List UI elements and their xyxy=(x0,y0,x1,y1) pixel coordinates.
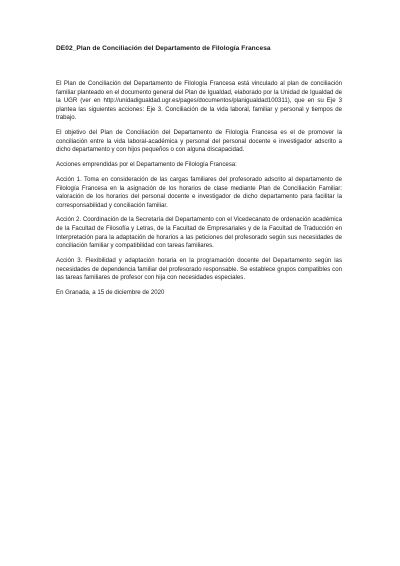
paragraph-action-1: Acción 1. Toma en consideración de las cargas familiares del profesorado adscrito al departamento de Filología Francesa en la asignación de los horarios de clase mediante Plan de Conciliación Familiar: valoración de los horarios del personal docente e investigador de dicho departamento para facilitar la corresponsabilidad y conciliación familiar. xyxy=(56,175,342,209)
paragraph-intro: El Plan de Conciliación del Departamento de Filología Francesa está vinculado al plan de conciliación familiar planteado en el documento general del Plan de Igualdad, elaborado por la Unidad de Igualdad de la UGR (ver en http://unidadigualdad.ugr.es/pages/documentos/planigualdad100311), que en su Eje 3 plantea las siguientes acciones: Eje 3. Conciliación de la vida laboral, familiar y personal y tiempos de trabajo. xyxy=(56,80,342,122)
paragraph-signature-date: En Granada, a 15 de diciembre de 2020 xyxy=(56,289,165,296)
paragraph-objective: El objetivo del Plan de Conciliación del Departamento de Filología Francesa es el de promover la conciliación entre la vida laboral-académica y personal del personal docente e investigador adscrito a dicho departamento y con hijos pequeños o con alguna discapacidad. xyxy=(56,129,342,154)
paragraph-action-3: Acción 3. Flexibilidad y adaptación horaria en la programación docente del Departamento según las necesidades de dependencia familiar del profesorado responsable. Se establece grupos compatibles con las tareas familiares de profesor con hija con necesidades especiales. xyxy=(56,257,342,282)
document-body xyxy=(56,80,342,304)
paragraph-actions-heading: Acciones emprendidas por el Departamento de Filología Francesa: xyxy=(56,161,237,169)
paragraph-action-2: Acción 2. Coordinación de la Secretaría del Departamento con el Vicedecanato de ordenación académica de la Facultad de Filosofía y Letras, de la Facultad de Empresariales y de la Facultad de Traducción en Interpretación para la adaptación de horarios a las peticiones del profesorado según sus necesidades de conciliación familiar y compatibilidad con tareas familiares. xyxy=(56,216,342,250)
document-title: DE02_Plan de Conciliación del Departamento de Filología Francesa xyxy=(56,45,271,52)
